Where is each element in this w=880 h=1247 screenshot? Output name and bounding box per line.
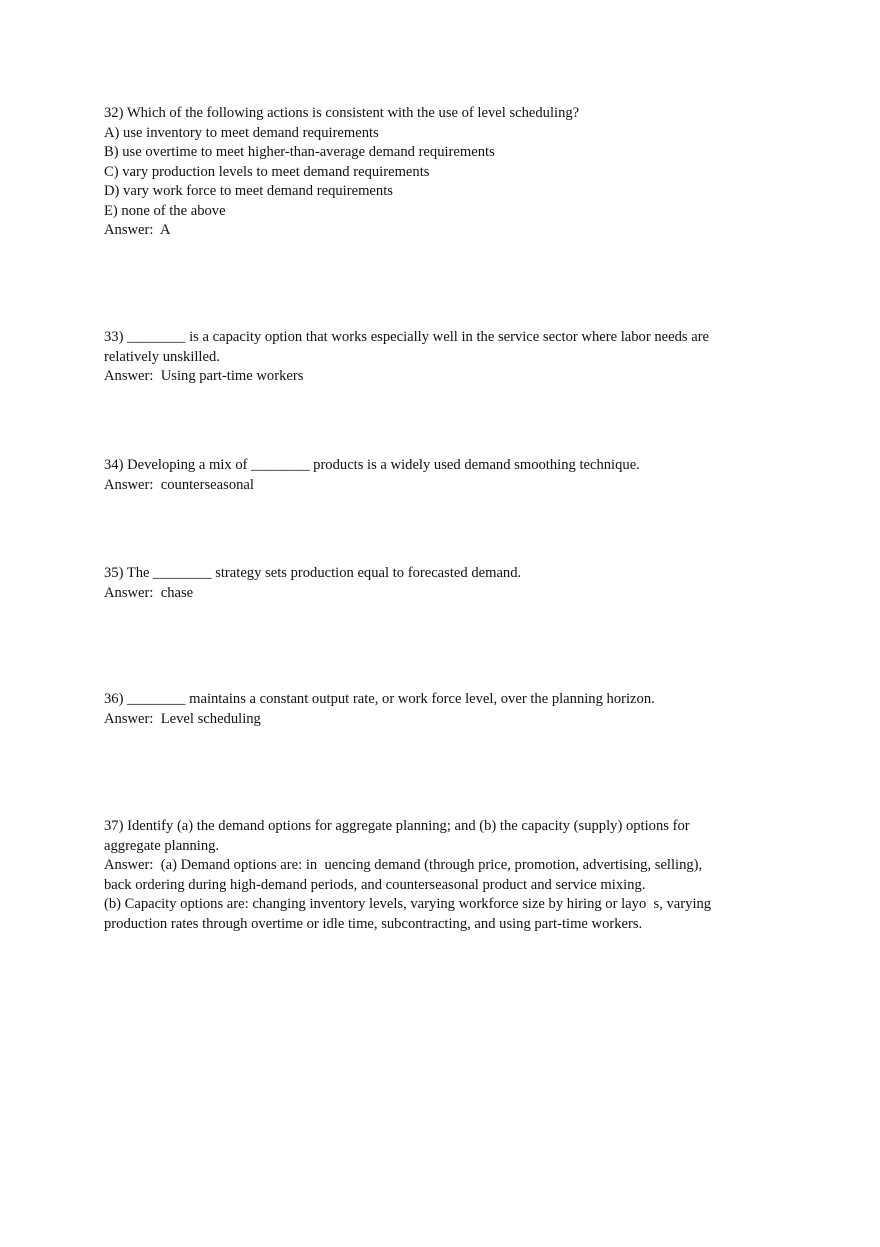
question-32: [104, 104, 764, 241]
question-34-stem: 34) Developing a mix of ________ products is a widely used demand smoothing technique.: [104, 457, 640, 473]
question-36: [104, 690, 764, 729]
question-32-option-b: B) use overtime to meet higher-than-average demand requirements: [104, 144, 495, 160]
question-37: [104, 817, 764, 934]
question-32-option-e: E) none of the above: [104, 202, 226, 219]
question-32-stem: 32) Which of the following actions is consistent with the use of level scheduling?: [104, 105, 580, 121]
question-37-stem-line-1: 37) Identify (a) the demand options for aggregate planning; and (b) the capacity (supply) options for: [104, 818, 690, 834]
question-36-answer: Answer: Level scheduling: [104, 710, 261, 727]
question-32-option-d: D) vary work force to meet demand requirements: [104, 183, 393, 199]
question-36-stem: 36) ________ maintains a constant output rate, or work force level, over the planning horizon.: [104, 691, 655, 707]
question-37-answer-line-1: Answer: (a) Demand options are: in uencing demand (through price, promotion, advertising, selling),: [104, 857, 703, 873]
question-37-answer-line-3: (b) Capacity options are: changing inventory levels, varying workforce size by hiring or layo s, varying: [104, 896, 712, 912]
question-33-stem-line-1: 33) ________ is a capacity option that works especially well in the service sector where labor needs are: [104, 329, 710, 345]
question-35: [104, 564, 764, 603]
question-37-stem-line-2: aggregate planning.: [104, 837, 220, 854]
question-33-answer: Answer: Using part-time workers: [104, 368, 304, 384]
question-37-answer-line-4: production rates through overtime or idle time, subcontracting, and using part-time workers.: [104, 915, 643, 932]
question-35-answer: Answer: chase: [104, 584, 194, 601]
question-32-answer: Answer: A: [104, 222, 171, 238]
question-35-stem: 35) The ________ strategy sets production equal to forecasted demand.: [104, 565, 522, 581]
question-37-answer-line-2: back ordering during high-demand periods, and counterseasonal product and service mixing.: [104, 876, 646, 893]
question-32-option-c: C) vary production levels to meet demand requirements: [104, 163, 430, 180]
question-34: [104, 456, 764, 495]
question-34-answer: Answer: counterseasonal: [104, 476, 254, 493]
question-33: [104, 328, 764, 387]
question-32-option-a: A) use inventory to meet demand requirements: [104, 124, 379, 141]
question-33-stem-line-2: relatively unskilled.: [104, 348, 220, 365]
